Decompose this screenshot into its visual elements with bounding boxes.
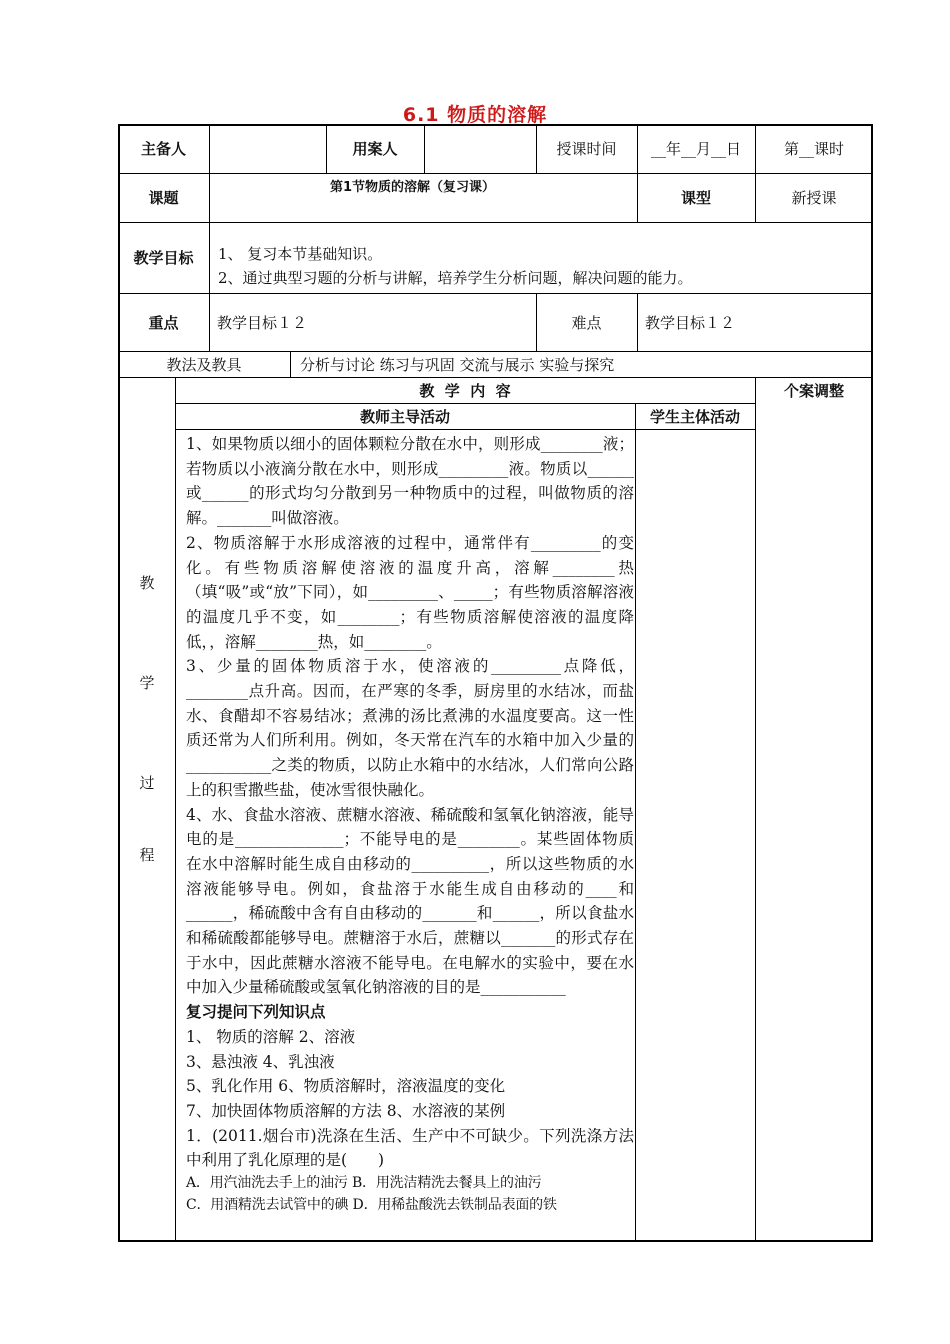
process-side-char: 教 [139, 574, 155, 592]
topic-label: 课题 [148, 189, 179, 207]
lesson-type-label: 课型 [680, 189, 711, 207]
period-field: 第__课时 [783, 140, 844, 158]
question-options: C．用酒精洗去试管中的碘 D．用稀盐酸洗去铁制品表面的铁 [186, 1196, 557, 1213]
difficulty-label: 难点 [571, 313, 602, 332]
row-divider [118, 222, 873, 223]
date-field: __年__月__日 [650, 140, 741, 158]
user-label: 用案人 [352, 140, 398, 158]
exercise-paragraph: 2、物质溶解于水形成溶液的过程中，通常伴有_________的变化。有些物质溶解使溶液的温度升高，溶解________热（填“吸”或“放”下同），如_________、_____；有些物质溶解溶液的温度几乎不变，如________；有些物质溶解使溶液的温度降低，，溶解________热，如________。 [186, 533, 634, 651]
process-side-char: 过 [139, 774, 155, 792]
teacher-activity-header: 教师主导活动 [359, 407, 450, 426]
goals-list [218, 242, 693, 290]
question-options: A．用汽油洗去手上的油污 B．用洗洁精洗去餐具上的油污 [186, 1175, 542, 1192]
goals-label: 教学目标 [133, 249, 194, 267]
student-activity-header: 学生主体活动 [649, 407, 740, 426]
goal-item: 2、通过典型习题的分析与讲解，培养学生分析问题，解决问题的能力。 [218, 269, 693, 287]
col-divider [635, 403, 636, 1242]
lesson-type-value: 新授课 [791, 189, 837, 207]
adjustment-header: 个案调整 [783, 381, 844, 400]
row-divider [175, 429, 755, 430]
page-title: 6.1 物质的溶解 [402, 104, 548, 126]
review-title: 复习提问下列知识点 [186, 1003, 326, 1022]
col-divider [755, 377, 756, 1242]
exercise-paragraph: 3、少量的固体物质溶于水，使溶液的_________点降低，________点升高。因而，在严寒的冬季，厨房里的水结冰，而盐水、食醋却不容易结冰；煮沸的汤比煮沸的水温度要高。这一性质还常为人们所利用。例如，冬天常在汽车的水箱中加入少量的___________之类的物质，以防止水箱中的水结冰，人们常向公路上的积雪撒些盐，使冰雪很快融化。 [186, 657, 634, 799]
question-text: 1．(2011.烟台市)洗涤在生活、生产中不可缺少。下列洗涤方法中利用了乳化原理的是( ) [186, 1126, 634, 1170]
key-point-label: 重点 [148, 313, 179, 332]
difficulty-value: 教学目标１２ [645, 313, 736, 332]
goal-item: 1、 复习本节基础知识。 [218, 245, 383, 263]
key-point-value: 教学目标１２ [217, 313, 308, 332]
col-divider [175, 377, 176, 1242]
preparer-label: 主备人 [140, 140, 186, 158]
review-item: 5、乳化作用 6、物质溶解时，溶液温度的变化 [186, 1077, 506, 1096]
user-value [424, 124, 536, 173]
teacher-content [186, 432, 634, 1216]
time-label: 授课时间 [556, 140, 617, 158]
review-item: 7、加快固体物质溶解的方法 8、水溶液的某例 [186, 1101, 506, 1120]
methods-label: 教法及教具 [166, 355, 242, 374]
process-side-char: 程 [139, 846, 155, 864]
topic-value: 第1节物质的溶解（复习课） [330, 180, 496, 195]
exercise-paragraph: 1、如果物质以细小的固体颗粒分散在水中，则形成________液；若物质以小液滴分散在水中，则形成_________液。物质以______或______的形式均匀分散到另一种物质中的过程，叫做物质的溶解。_______叫做溶液。 [186, 435, 634, 528]
exercise-paragraph: 4、水、食盐水溶液、蔗糖水溶液、稀硫酸和氢氧化钠溶液，能导电的是______________；不能导电的是________。某些固体物质在水中溶解时能生成自由移动的__________，所以这些物质的水溶液能够导电。例如，食盐溶于水能生成自由移动的____和______，稀硫酸中含有自由移动的_______和______，所以食盐水和稀硫酸都能够导电。蔗糖溶于水后，蔗糖以_______的形式存在于水中，因此蔗糖水溶液不能导电。在电解水的实验中，要在水中加入少量稀硫酸或氢氧化钠溶液的目的是___________ [186, 805, 634, 997]
content-header: 教 学 内 容 [419, 381, 511, 400]
review-item: 1、 物质的溶解 2、溶液 [186, 1027, 356, 1046]
methods-value: 分析与讨论 练习与巩固 交流与展示 实验与探究 [300, 355, 615, 374]
review-item: 3、悬浊液 4、乳浊液 [186, 1052, 335, 1071]
preparer-value [209, 124, 326, 173]
process-side-char: 学 [139, 674, 155, 692]
